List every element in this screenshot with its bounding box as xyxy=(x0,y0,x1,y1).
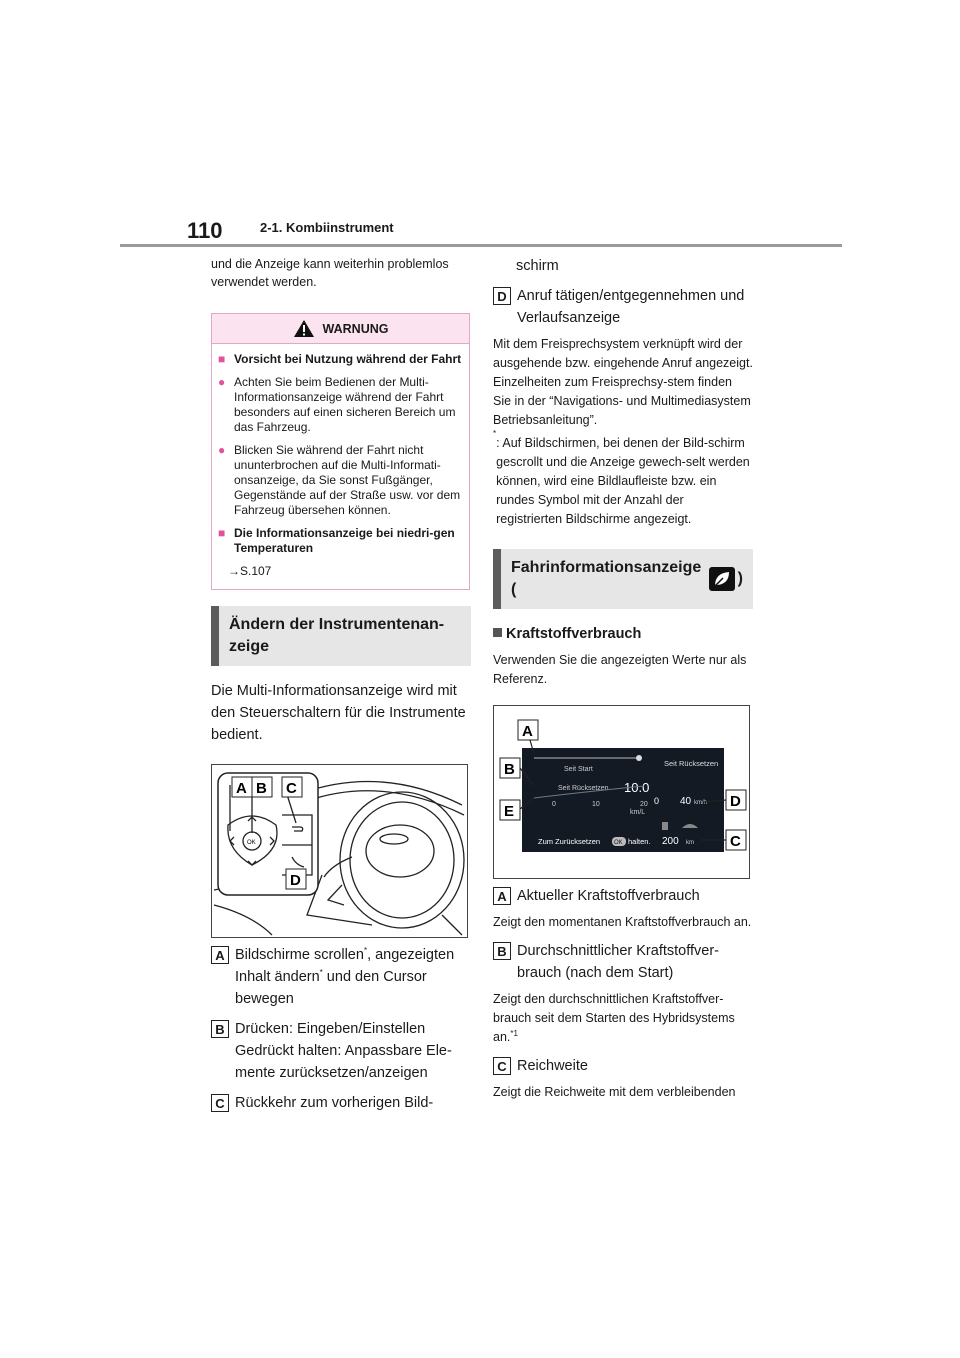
warning-box xyxy=(211,313,470,590)
footnote-text: : Auf Bildschirmen, bei denen der Bild-schirm gescrollt und die Anzeige gewech-selt werden können, wird eine Bildlaufleiste bzw. ein rundes Symbol mit der Anzahl der registrierten Bildschirme angezeigt. xyxy=(496,436,750,526)
item-d-description: Mit dem Freisprechsystem verknüpft wird der ausgehende bzw. eingehende Anruf angezeigt. Einzelheiten zum Freisprechsy-stem finden Sie in der “Navigations- und Multimediasystem Betriebsanleitung”. xyxy=(493,337,753,427)
item-description: Zeigt den momentanen Kraftstoffverbrauch an. xyxy=(493,915,752,929)
body-text: Die Multi-Informationsanzeige wird mit den Steuerschaltern für die Instrumente bedient. xyxy=(211,683,466,743)
figure-label-c: C xyxy=(286,780,297,797)
svg-text:0: 0 xyxy=(654,796,660,806)
label-item-c xyxy=(211,1092,471,1114)
sub-description: Verwenden Sie die angezeigten Werte nur als Referenz. xyxy=(493,653,747,686)
meter-screen-illustration xyxy=(494,706,749,878)
label-letter: D xyxy=(493,287,511,305)
section-heading: Fahrinformationsanzeige ( ) xyxy=(493,549,753,609)
warning-header xyxy=(212,314,469,344)
label-item-a xyxy=(211,944,471,1010)
warning-bullet: ● Achten Sie beim Bedienen der Multi-Informationsanzeige während der Fahrt besonders auf einen sicheren Bereich um das Fahrzeug. xyxy=(218,375,456,434)
label-letter: C xyxy=(493,1057,511,1075)
label-text: Aktueller Kraftstoffverbrauch xyxy=(517,888,700,904)
continued-text: schirm xyxy=(516,258,559,274)
label-text: Rückkehr zum vorherigen Bild- xyxy=(235,1095,434,1111)
svg-text:halten.: halten. xyxy=(628,837,651,846)
steering-wheel-illustration xyxy=(212,765,467,937)
label-letter: B xyxy=(493,942,511,960)
header-rule xyxy=(120,244,842,247)
label-text: Reichweite xyxy=(517,1058,588,1074)
svg-text:Seit Rücksetzen: Seit Rücksetzen xyxy=(558,785,609,792)
svg-text:10: 10 xyxy=(592,801,600,808)
svg-text:Zum Zurücksetzen: Zum Zurücksetzen xyxy=(538,837,601,846)
ok-button-glyph: OK xyxy=(247,840,256,846)
circle-bullet-icon: ● xyxy=(218,443,226,457)
svg-text:OK: OK xyxy=(614,840,623,846)
page-reference-link[interactable]: →S.107 xyxy=(228,564,272,578)
figure-label-a: A xyxy=(522,723,533,740)
steering-switch-figure xyxy=(211,764,468,938)
figure-label-e: E xyxy=(504,803,515,820)
warning-item-heading: ■ Vorsicht bei Nutzung während der Fahrt xyxy=(218,352,462,366)
label-item-b xyxy=(493,940,753,984)
svg-text:Seit Start: Seit Start xyxy=(564,766,593,773)
footnote-mark: * xyxy=(493,429,497,438)
page-number: 110 xyxy=(187,218,223,243)
label-text: Bildschirme scrollen*, angezeigten Inhalt ändern* und den Cursor bewegen xyxy=(235,946,455,1007)
square-bullet-icon: ■ xyxy=(218,352,226,366)
svg-text:0: 0 xyxy=(552,801,556,808)
label-letter: C xyxy=(211,1094,229,1112)
svg-text:km/h: km/h xyxy=(694,800,708,806)
left-column xyxy=(211,255,471,1114)
warning-bullet: ● Blicken Sie während der Fahrt nicht ununterbrochen auf die Multi-Informati-onsanzeige, da Sie sonst Fußgänger, Gegenstände auf der Straße usw. vor dem Fahrzeug übersehen können. xyxy=(218,443,461,517)
svg-text:km/L: km/L xyxy=(630,809,646,816)
figure-label-b: B xyxy=(504,761,515,778)
svg-text:km: km xyxy=(686,840,694,846)
svg-text:200: 200 xyxy=(662,836,679,847)
label-item-b xyxy=(211,1018,471,1084)
warning-body xyxy=(212,344,469,589)
section-heading: Ändern der Instrumentenan-zeige xyxy=(211,606,471,666)
footnote xyxy=(493,429,753,529)
fuel-consumption-figure xyxy=(493,705,750,879)
label-item-d xyxy=(493,285,753,329)
label-letter: A xyxy=(493,887,511,905)
figure-label-d: D xyxy=(730,793,741,810)
square-bullet-icon: ■ xyxy=(218,526,226,540)
label-item-c xyxy=(493,1055,753,1077)
circle-bullet-icon: ● xyxy=(218,375,226,389)
figure-label-c: C xyxy=(730,833,741,850)
label-letter: A xyxy=(211,946,229,964)
warning-item-heading: ■ Die Informationsanzeige bei niedri-gen Temperaturen xyxy=(218,526,455,555)
intro-text: und die Anzeige kann weiterhin problemlos verwendet werden. xyxy=(211,257,449,289)
eco-leaf-icon xyxy=(709,567,735,591)
warning-title: WARNUNG xyxy=(322,321,389,336)
right-column xyxy=(493,255,753,1102)
label-letter: B xyxy=(211,1020,229,1038)
section-title: 2-1. Kombiinstrument xyxy=(260,220,394,235)
label-text: Durchschnittlicher Kraftstoffver-brauch (nach dem Start) xyxy=(517,943,719,981)
figure-label-d: D xyxy=(290,872,301,889)
item-description: Zeigt den durchschnittlichen Kraftstoffver-brauch seit dem Starten des Hybridsystems an.$^{*1}$ xyxy=(493,992,735,1044)
label-text: Drücken: Eingeben/Einstellen Gedrückt halten: Anpassbare Ele-mente zurücksetzen/anzeigen xyxy=(235,1021,452,1081)
item-description: Zeigt die Reichweite mit dem verbleibenden xyxy=(493,1085,736,1099)
svg-text:20: 20 xyxy=(640,801,648,808)
figure-label-b: B xyxy=(256,780,267,797)
warning-triangle-icon xyxy=(293,319,315,338)
square-bullet-icon xyxy=(493,628,502,637)
figure-label-a: A xyxy=(236,780,247,797)
label-text: Anruf tätigen/entgegennehmen und Verlaufsanzeige xyxy=(517,288,745,326)
sub-heading: Kraftstoffverbrauch xyxy=(493,623,753,645)
svg-text:40: 40 xyxy=(680,796,692,807)
svg-text:Seit Rücksetzen: Seit Rücksetzen xyxy=(664,759,719,768)
svg-text:10.0: 10.0 xyxy=(624,780,650,795)
label-item-a xyxy=(493,885,753,907)
